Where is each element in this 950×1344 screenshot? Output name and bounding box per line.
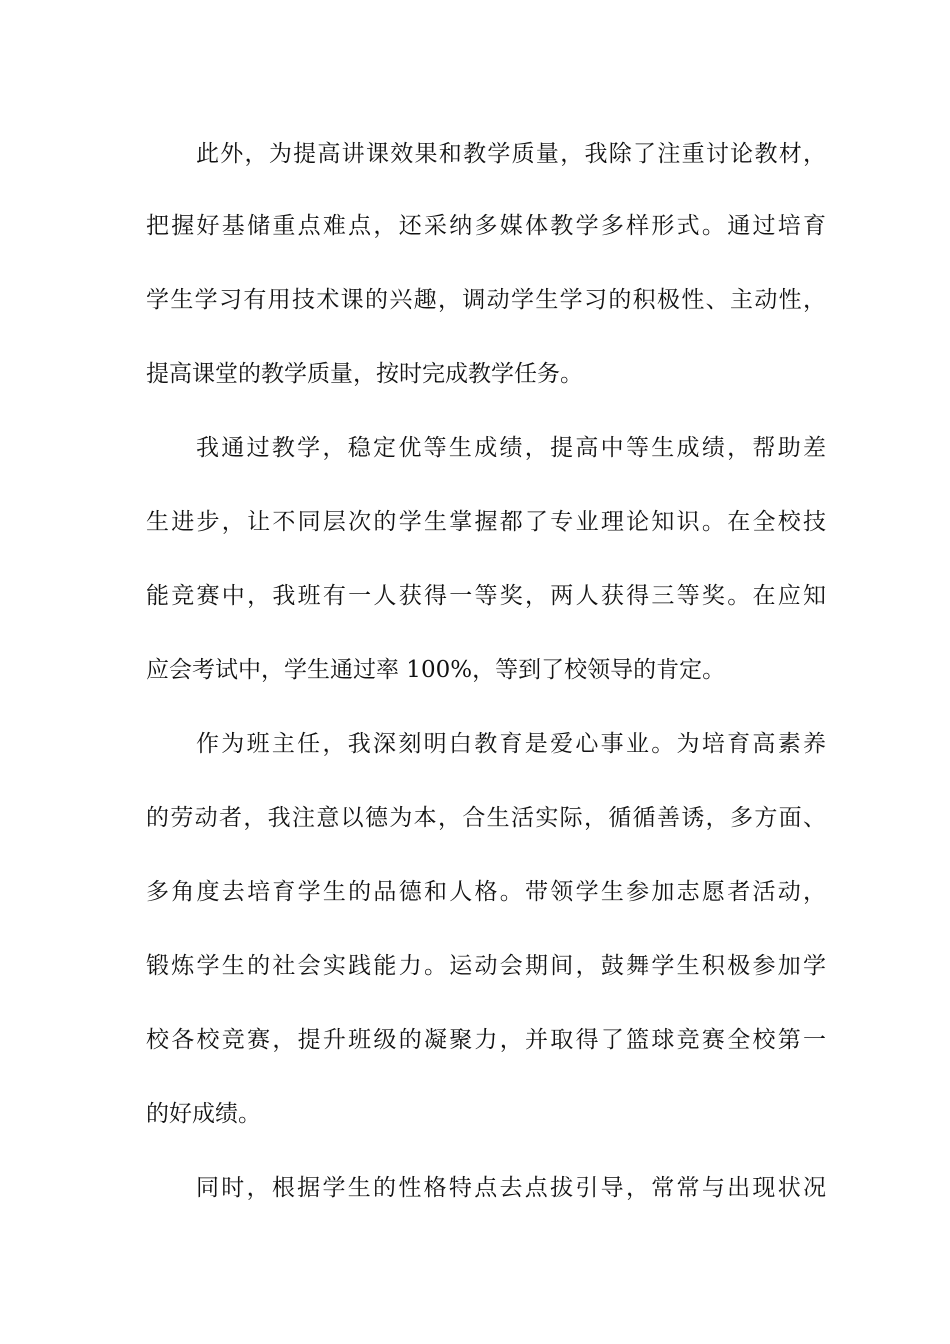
paragraph-3-line-1: 作为班主任，我深刻明白教育是爱心事业。为培育高素养	[196, 731, 826, 757]
paragraph-1-line-2: 把握好基储重点难点，还采纳多媒体教学多样形式。通过培育	[146, 213, 826, 239]
paragraph-3-line-5: 校各校竞赛，提升班级的凝聚力，并取得了篮球竞赛全校第一	[146, 1027, 826, 1053]
paragraph-3-line-4: 锻炼学生的社会实践能力。运动会期间，鼓舞学生积极参加学	[146, 953, 826, 979]
paragraph-2-line-3: 能竞赛中，我班有一人获得一等奖，两人获得三等奖。在应知	[146, 583, 826, 609]
paragraph-3-line-6: 的好成绩。	[146, 1101, 261, 1127]
paragraph-2-line-1: 我通过教学，稳定优等生成绩，提高中等生成绩，帮助差	[196, 435, 826, 461]
paragraph-1-line-1: 此外，为提高讲课效果和教学质量，我除了注重讨论教材，	[196, 141, 826, 167]
paragraph-2-line-4: 应会考试中，学生通过率 100%，等到了校领导的肯定。	[146, 657, 726, 683]
paragraph-3-line-3: 多角度去培育学生的品德和人格。带领学生参加志愿者活动，	[146, 879, 826, 905]
paragraph-3-line-2: 的劳动者，我注意以德为本，合生活实际，循循善诱，多方面、	[146, 805, 826, 831]
paragraph-4-line-1: 同时，根据学生的性格特点去点拔引导，常常与出现状况	[196, 1175, 826, 1201]
paragraph-2-line-2: 生进步，让不同层次的学生掌握都了专业理论知识。在全校技	[146, 509, 826, 535]
paragraph-1-line-4: 提高课堂的教学质量，按时完成教学任务。	[146, 361, 583, 387]
paragraph-1-line-3: 学生学习有用技术课的兴趣，调动学生学习的积极性、主动性，	[146, 287, 826, 313]
